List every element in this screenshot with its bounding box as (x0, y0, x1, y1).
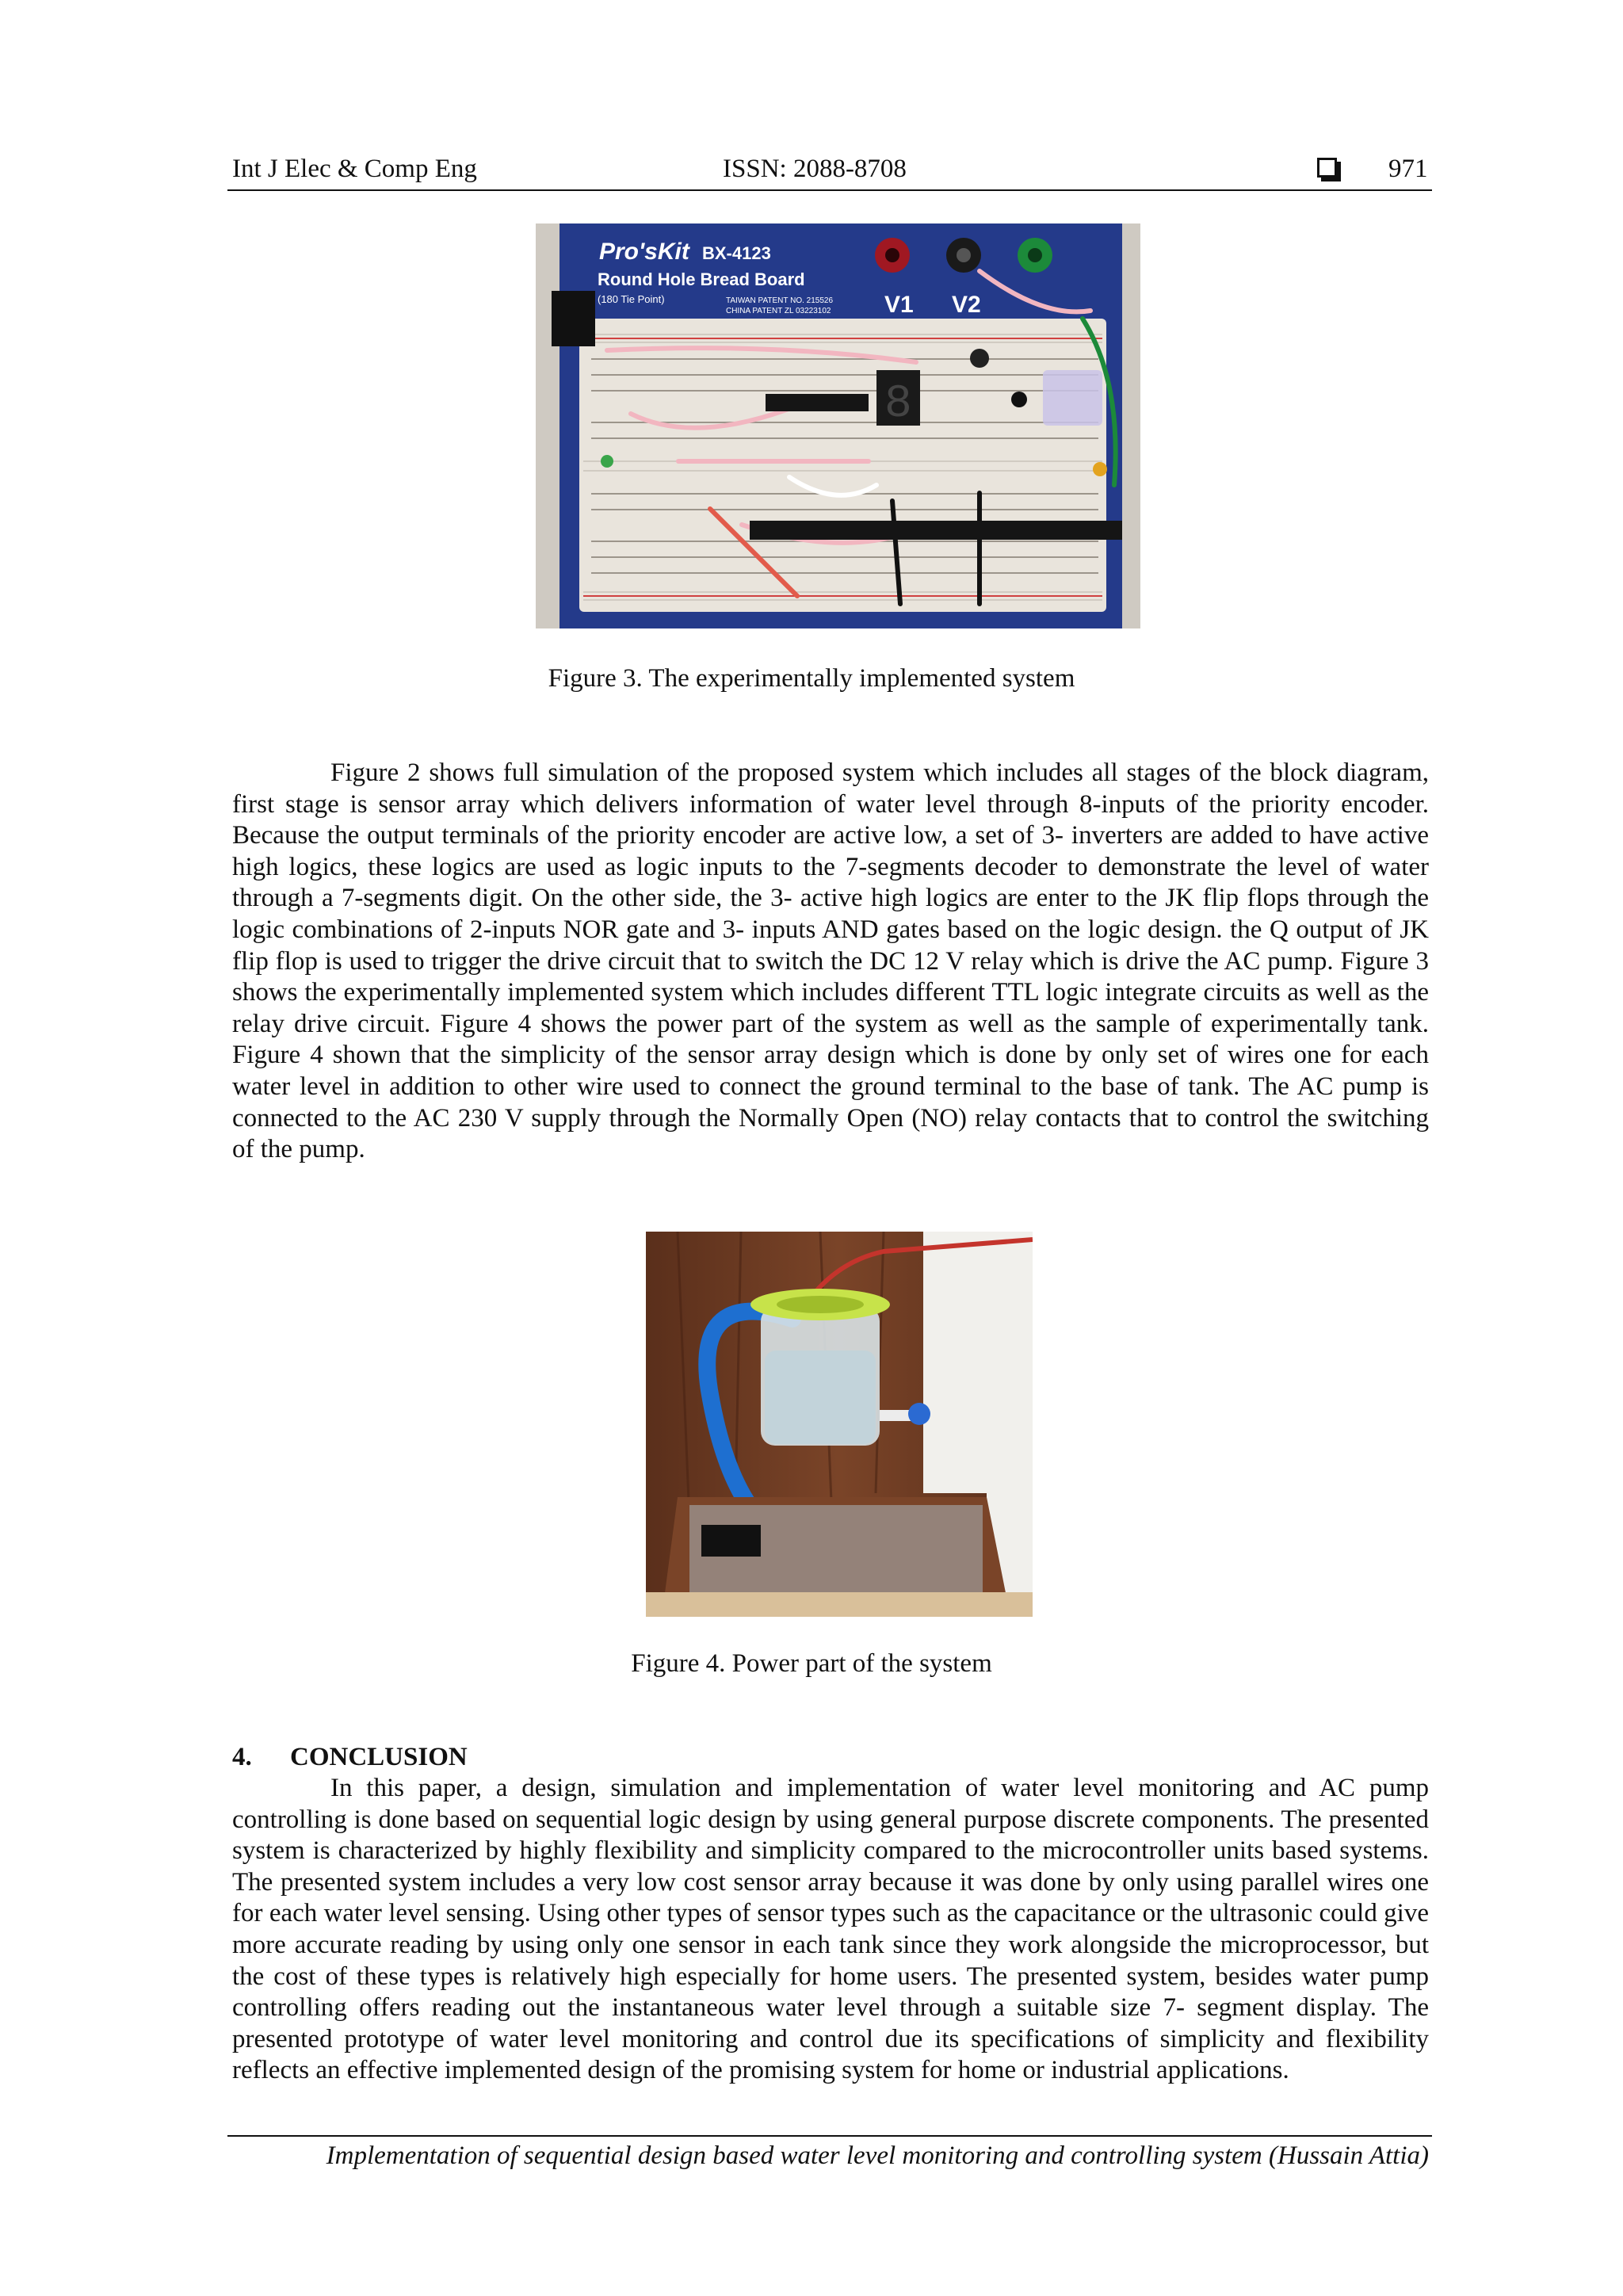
conclusion-paragraph (232, 1773, 1429, 2087)
photo-patent-2: CHINA PATENT ZL 03223102 (726, 307, 831, 315)
header-rule (227, 189, 1432, 191)
photo-v2: V2 (952, 292, 981, 318)
section-number: 4. (232, 1743, 252, 1771)
figure-4-caption: Figure 4. Power part of the system (631, 1649, 992, 1678)
section-title: CONCLUSION (290, 1743, 468, 1771)
body-paragraph-text: Figure 2 shows full simulation of the proposed system which includes all stages of the block diagram, first stage is sensor array which delivers information of water level through 8-inputs of the priority encoder. Because the output terminals of the priority encoder are active low, a set of 3- inverters are added to have active high logics, these logics are used as logic inputs to the 7-segments decoder to demonstrate the level of water through a 7-segments digit. On the other side, the 3- active high logics are enter to the JK flip flops through the logic combinations of 2-inputs NOR gate and 3- inputs AND gates based on the logic design. the Q output of JK flip flop is used to trigger the drive circuit that to switch the DC 12 V relay which is drive the AC pump. Figure 3 shows the experimentally implemented system which includes different TTL logic integrate circuits as well as the relay drive circuit. Figure 4 shows the power part of the system as well as the sample of experimentally tank. Figure 4 shown that the simplicity of the sensor array design which is done by only set of wires one for each water level in addition to other wire used to connect the ground terminal to the base of tank. The AC pump is connected to the AC 230 V supply through the Normally Open (NO) relay contacts that to control the switching of the pump. (232, 758, 1429, 1164)
photo-product: Round Hole Bread Board (598, 269, 805, 289)
figure-3-photo (536, 223, 1140, 628)
running-footer: Implementation of sequential design based water level monitoring and controlling system (Hussain Attia) (326, 2141, 1429, 2170)
photo-model: BX-4123 (702, 243, 771, 263)
figure-4-photo (646, 1232, 1033, 1617)
running-header-journal: Int J Elec & Comp Eng (232, 155, 477, 183)
body-paragraph (232, 758, 1429, 1166)
photo-v1: V1 (884, 292, 914, 318)
section-heading (232, 1741, 468, 1773)
checkbox-square-icon (1317, 158, 1337, 178)
running-header-issn: ISSN: 2088-8708 (723, 155, 907, 183)
photo-tie-points: (180 Tie Point) (598, 293, 665, 305)
photo-brand: Pro'sKit (599, 239, 689, 265)
svg-text:8: 8 (884, 379, 912, 430)
figure-3-caption: Figure 3. The experimentally implemented system (548, 664, 1075, 693)
conclusion-paragraph-text: In this paper, a design, simulation and implementation of water level monitoring and AC pump controlling is done based on sequential logic design by using general purpose discrete components. The presented system is characterized by highly flexibility and simplicity compared to the microcontroller units based systems. The presented system includes a very low cost sensor array because it was done by only using parallel wires one for each water level sensing. Using other types of sensor types such as the capacitance or the ultrasonic could give more accurate reading by using only one sensor in each tank since they work alongside the microprocessor, but the cost of these types is relatively high especially for home users. The presented system, besides water pump controlling offers reading out the instantaneous water level through a suitable size 7- segment display. The presented prototype of water level monitoring and control due its specifications of simplicity and flexibility reflects an effective implemented design of the promising system for home or industrial applications. (232, 1774, 1429, 2085)
page-number: 971 (1388, 155, 1428, 183)
footer-rule (227, 2135, 1432, 2137)
photo-patent-1: TAIWAN PATENT NO. 215526 (726, 296, 834, 305)
